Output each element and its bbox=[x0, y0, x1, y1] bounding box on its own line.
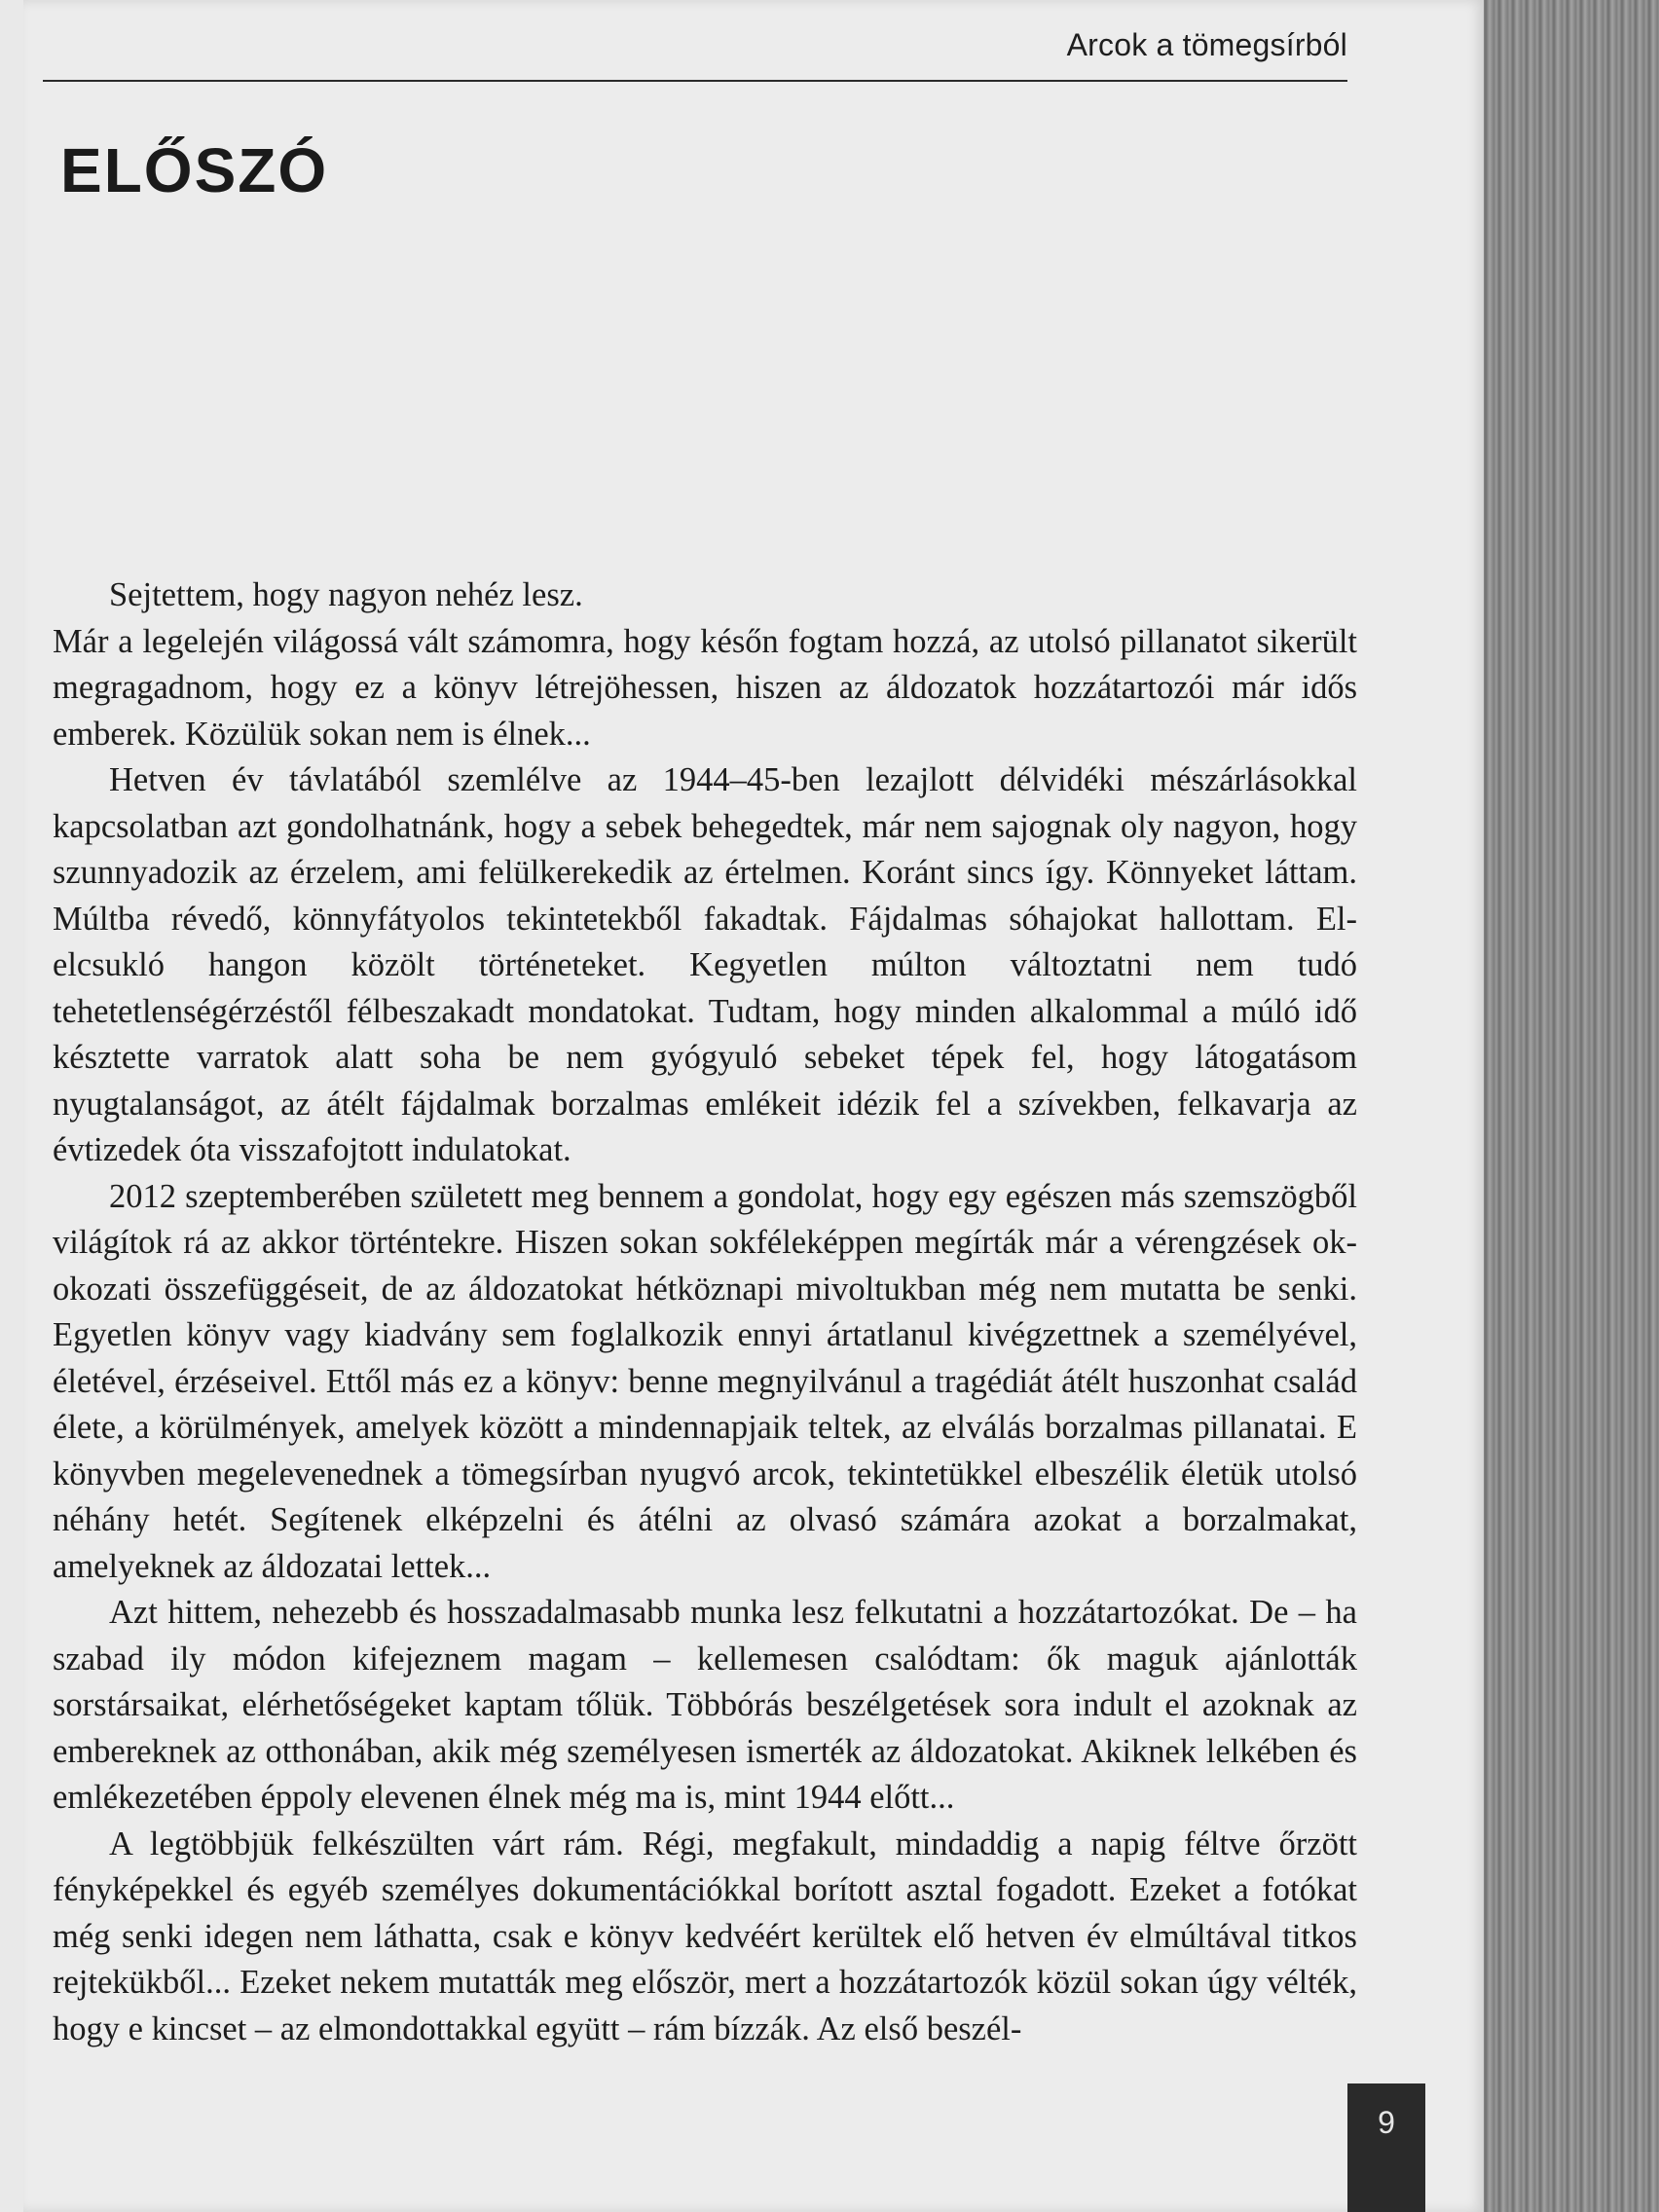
paragraph: Azt hittem, nehezebb és hosszadalmasabb munka lesz felkutatni a hozzátartozókat. De – ha szabad ily módon kifejeznem magam – kellemesen csalódtam: ők maguk ajánlották sorstársaikat, elérhetőségeket kaptam tőlük. Többórás beszélgetések sora indult el azoknak az embereknek az otthonában, akik még személyesen ismerték az áldozatokat. Akiknek lelkében és emlékezetében éppoly elevenen élnek még ma is, mint 1944 előtt... bbox=[53, 1594, 1357, 1816]
book-page bbox=[23, 0, 1484, 2212]
paragraph: 2012 szeptemberében született meg bennem a gondolat, hogy egy egészen más szemszögből világítok rá az akkor történtekre. Hiszen sokan sokféleképpen megírták már a vérengzések ok-okozati összefüggéseit, de az áldozatokat hétköznapi mivoltukban még nem mutatta be senki. Egyetlen könyv vagy kiadvány sem foglalkozik ennyi ártatlanul kivégzettnek a személyével, életével, érzéseivel. Ettől más ez a könyv: benne megnyilvánul a tragédiát átélt huszonhat család élete, a körülmények, amelyek között a mindennapjaik teltek, az elválás borzalmas pillanatai. E könyvben megelevenednek a tömegsírban nyugvó arcok, tekintetükkel elbeszélik életük utolsó néhány hetét. Segítenek elképzelni és átélni az olvasó számára azokat a borzalmakat, amelyeknek az áldozatai lettek... bbox=[53, 1177, 1357, 1585]
running-header: Arcok a tömegsírból bbox=[1066, 27, 1347, 62]
chapter-title: ELŐSZÓ bbox=[60, 135, 329, 205]
paragraph: Hetven év távlatából szemlélve az 1944–45-ben lezajlott délvidéki mészárlásokkal kapcsolatban azt gondolhatnánk, hogy a sebek behegedtek, már nem sajognak oly nagyon, hogy szunnyadozik az érzelem, ami felülkerekedik az értelmen. Koránt sincs így. Könnyeket láttam. Múltba révedő, könnyfátyolos tekintetekből fakadtak. Fájdalmas sóhajokat hallottam. El-elcsukló hangon közölt történeteket. Kegyetlen múlton változtatni nem tudó tehetetlenségérzéstől félbeszakadt mondatokat. Tudtam, hogy minden alkalommal a múló idő késztette varratok alatt soha be nem gyógyuló sebeket tépek fel, hogy látogatásom nyugtalanságot, az átélt fájdalmak borzalmas emlékeit idézik fel a szívekben, felkavarja az évtizedek óta visszafojtott indulatokat. bbox=[53, 761, 1357, 1168]
previous-page-edge bbox=[0, 0, 25, 2212]
paragraph: A legtöbbjük felkészülten várt rám. Régi, megfakult, mindaddig a napig féltve őrzött fényképekkel és egyéb személyes dokumentációkkal borított asztal fogadott. Ezeket a fotókat még senki idegen nem láthatta, csak e könyv kedvéért kerültek elő hetven év elmúltával titkos rejtekükből... Ezeket nekem mutatták meg először, mert a hozzátartozók közül sokan úgy vélték, hogy e kincset – az elmondottakkal együtt – rám bízzák. Az első beszél- bbox=[53, 1825, 1357, 2047]
body-text bbox=[53, 572, 1357, 2052]
page-number-tab bbox=[1347, 2083, 1425, 2212]
paragraph: Sejtettem, hogy nagyon nehéz lesz. bbox=[109, 576, 583, 613]
header-divider bbox=[43, 80, 1347, 82]
paragraph: Már a legelején világossá vált számomra, hogy későn fogtam hozzá, az utolsó pillanatot sikerült megragadnom, hogy ez a könyv létrejöhessen, hiszen az áldozatok hozzátartozói már idős emberek. Közülük sokan nem is élnek... bbox=[53, 622, 1357, 753]
background-surface bbox=[1480, 0, 1659, 2212]
page-number: 9 bbox=[1378, 2105, 1395, 2140]
